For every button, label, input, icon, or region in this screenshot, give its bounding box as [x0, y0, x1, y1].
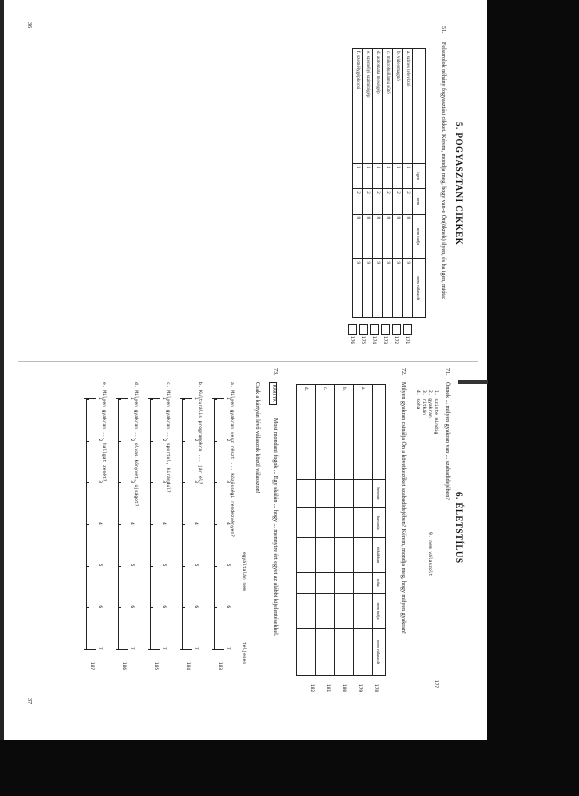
scale-tick: [214, 566, 217, 567]
code-number: 178: [373, 684, 378, 693]
answer-cell[interactable]: [335, 593, 354, 629]
scale-number[interactable]: 7: [129, 647, 134, 650]
code-cell[interactable]: 2: [353, 189, 363, 214]
table-row: [403, 49, 413, 318]
code-number: 186: [121, 662, 126, 671]
table-row: [353, 49, 363, 318]
code-number: 173: [382, 336, 387, 345]
code-box: [433, 680, 438, 688]
answer-cell[interactable]: [297, 538, 316, 572]
code-number: 187: [89, 662, 94, 671]
code-number: 180: [341, 684, 346, 693]
scale-tick: [150, 482, 153, 483]
item-label: b. Kulturális programokra ... jár el?: [197, 382, 202, 485]
scale-tick: [182, 524, 185, 525]
answer-cell[interactable]: [316, 508, 335, 538]
table-header-row: [373, 385, 386, 676]
scale-number[interactable]: 1: [97, 397, 102, 400]
col-header: ritkábban: [373, 538, 386, 572]
scale-number[interactable]: 5: [161, 563, 166, 567]
code-cell[interactable]: 2: [373, 189, 383, 214]
scale-number[interactable]: 5: [97, 563, 102, 567]
question-number: 73.: [272, 368, 278, 376]
row-label: d.: [297, 385, 316, 480]
code-number: 176: [349, 336, 354, 345]
code-number: 179: [357, 684, 362, 693]
col-header: nem válaszolt: [413, 259, 426, 318]
scan-border-left: [0, 0, 4, 740]
scale-number[interactable]: 3: [97, 480, 102, 484]
scan-border-right: [487, 0, 579, 740]
code-cell[interactable]: 8: [383, 214, 393, 259]
answer-cell[interactable]: [297, 480, 316, 508]
answer-cell[interactable]: [297, 629, 316, 676]
code-number: 182: [309, 684, 314, 693]
code-box: [381, 324, 390, 344]
code-cell[interactable]: 8: [403, 214, 413, 259]
scale-number[interactable]: 2: [97, 438, 102, 442]
scale-tick: [86, 649, 89, 650]
code-box: [373, 684, 378, 692]
scale-tick: [150, 566, 153, 567]
scale-tick: [214, 524, 217, 525]
row-label: a. színes televízió: [403, 49, 413, 164]
scale-label-left: egyáltalán nem: [241, 552, 246, 591]
item-label: e. Milyen gyakran ... hallgat zenét?: [101, 382, 106, 482]
option[interactable]: 4. soha: [415, 390, 420, 410]
answer-cell[interactable]: [354, 593, 373, 629]
scale-tick: [150, 399, 153, 400]
scale-tick: [182, 441, 185, 442]
header-blank: [413, 49, 426, 164]
col-header: nem tudja: [373, 593, 386, 629]
code-number: 185: [153, 662, 158, 671]
row-label: c.: [316, 385, 335, 480]
option[interactable]: 9. nem válaszolt: [427, 532, 432, 577]
answer-cell[interactable]: [354, 572, 373, 593]
scale-tick: [86, 482, 89, 483]
code-number: 174: [371, 336, 376, 345]
code-entry-box[interactable]: [381, 324, 390, 335]
answer-cell[interactable]: [335, 572, 354, 593]
code-box: [121, 662, 126, 670]
code-cell[interactable]: 1: [393, 164, 403, 189]
frequency-table: [296, 384, 386, 676]
answer-cell[interactable]: [316, 538, 335, 572]
scale-number[interactable]: 6: [97, 605, 102, 609]
col-header: soha: [373, 572, 386, 593]
scale-number[interactable]: 5: [193, 563, 198, 567]
scale-number[interactable]: 6: [225, 605, 230, 609]
col-header: hetente: [373, 480, 386, 508]
col-header: nem: [413, 189, 426, 214]
code-cell[interactable]: 2: [383, 189, 393, 214]
scale-number[interactable]: 5: [129, 563, 134, 567]
code-number: 172: [393, 336, 398, 345]
header-blank: [373, 385, 386, 480]
code-box: [348, 324, 357, 344]
question-number: 71.: [444, 368, 450, 376]
scale-tick: [182, 399, 185, 400]
scan-border-bottom: [0, 740, 579, 796]
scale-number[interactable]: 7: [193, 647, 198, 650]
item-label: d. Milyen gyakran ... olvas könyvet, újságot?: [133, 382, 138, 507]
code-cell[interactable]: 9: [363, 259, 373, 318]
code-number: 183: [217, 662, 222, 671]
scale-number[interactable]: 4: [97, 522, 102, 525]
scale-number[interactable]: 3: [129, 480, 134, 484]
code-cell[interactable]: 9: [393, 259, 403, 318]
rating-scale[interactable]: [180, 397, 198, 650]
code-cell[interactable]: 1: [353, 164, 363, 189]
scale-number[interactable]: 3: [161, 480, 166, 484]
row-label: d. automata mosógép: [373, 49, 383, 164]
section-title: 5. POGYASZTANI CIKKEK: [454, 122, 464, 246]
scale-tick: [150, 649, 153, 650]
code-entry-box[interactable]: [359, 324, 368, 335]
scale-tick: [86, 441, 89, 442]
code-number: 181: [325, 684, 330, 693]
scale-tick: [86, 566, 89, 567]
code-entry-box[interactable]: [348, 324, 357, 335]
answer-cell[interactable]: [335, 538, 354, 572]
table-row: [393, 49, 403, 318]
row-label: b. videomagnó: [393, 49, 403, 164]
row-label: e. személyi számítógép: [363, 49, 373, 164]
code-cell[interactable]: 2: [363, 189, 373, 214]
code-cell[interactable]: 1: [403, 164, 413, 189]
scale-tick: [86, 524, 89, 525]
answer-cell[interactable]: [354, 538, 373, 572]
question-text: Milyen gyakran csinálja Ön a következőket szabadidejében? Kérem, mondja meg, hogy milyen gyakran!: [400, 382, 406, 634]
scale-number[interactable]: 2: [161, 438, 166, 442]
code-entry-box[interactable]: [403, 324, 412, 335]
code-number: 184: [185, 662, 190, 671]
scale-number[interactable]: 7: [161, 647, 166, 650]
scale-number[interactable]: 3: [193, 480, 198, 484]
scale-tick: [118, 482, 121, 483]
scale-number[interactable]: 1: [193, 397, 198, 400]
scale-number[interactable]: 7: [97, 647, 102, 650]
option[interactable]: 2. gyakran: [427, 390, 432, 418]
code-cell[interactable]: 9: [383, 259, 393, 318]
scale-tick: [214, 649, 217, 650]
code-box: [392, 324, 401, 344]
table-row: [297, 385, 316, 676]
code-box: [357, 684, 362, 692]
col-header: igen: [413, 164, 426, 189]
answer-cell[interactable]: [354, 508, 373, 538]
rating-scale[interactable]: [148, 397, 166, 650]
option[interactable]: 3. ritkán: [421, 390, 426, 415]
scale-tick: [86, 399, 89, 400]
item-label: a. Milyen gyakran vesz részt ... közösségi rendezvényen?: [229, 382, 234, 537]
answer-cell[interactable]: [316, 480, 335, 508]
answer-cell[interactable]: [297, 508, 316, 538]
row-label: b.: [335, 385, 354, 480]
scale-number[interactable]: 7: [225, 647, 230, 650]
answer-cell[interactable]: [316, 572, 335, 593]
code-cell[interactable]: 8: [393, 214, 403, 259]
row-label: a.: [354, 385, 373, 480]
rotated-spread: [18, 12, 478, 712]
code-box: [325, 684, 330, 692]
table-row: [335, 385, 354, 676]
question-text: Most mondani fogok ... Egy skálán ... hogy ... mennyire ért egyet az alábbi kijelentésekkel.: [272, 418, 278, 637]
question-text: Önnek ... milyen gyakran van ... szabadidejében?: [444, 382, 450, 500]
scale-number[interactable]: 4: [129, 522, 134, 525]
scale-number[interactable]: 3: [225, 480, 230, 484]
code-cell[interactable]: 8: [373, 214, 383, 259]
table-row: [363, 49, 373, 318]
code-cell[interactable]: 1: [383, 164, 393, 189]
scale-number[interactable]: 4: [193, 522, 198, 525]
table-header-row: [413, 49, 426, 318]
code-box: [153, 662, 158, 670]
scale-tick: [214, 482, 217, 483]
scale-tick: [182, 607, 185, 608]
scale-number[interactable]: 5: [225, 563, 230, 567]
code-box: [359, 324, 368, 344]
scale-number[interactable]: 1: [129, 397, 134, 400]
rating-scale[interactable]: [116, 397, 134, 650]
answer-cell[interactable]: [335, 508, 354, 538]
scale-number[interactable]: 4: [161, 522, 166, 525]
code-box: [89, 662, 94, 670]
code-cell[interactable]: 9: [403, 259, 413, 318]
scale-number[interactable]: 6: [161, 605, 166, 609]
answer-cell[interactable]: [335, 629, 354, 676]
answer-cell[interactable]: [297, 593, 316, 629]
answer-cell[interactable]: [354, 629, 373, 676]
question-text: Felsorolok néhány fogyasztási cikket. Kérem, mondja meg, hogy van-e Ön(öknek) ilyen, és ha igen, mióta:: [440, 42, 446, 300]
code-cell[interactable]: 2: [403, 189, 413, 214]
scale-tick: [214, 607, 217, 608]
scale-tick: [150, 607, 153, 608]
scale-number[interactable]: 2: [225, 438, 230, 442]
left-page: [18, 12, 478, 362]
table-row: [316, 385, 335, 676]
answer-cell[interactable]: [354, 480, 373, 508]
code-number: 171: [404, 336, 409, 345]
question-number: 51.: [440, 26, 446, 34]
section-title: 6. ÉLETSTÍLUS: [454, 492, 464, 564]
col-header: nem válaszolt: [373, 629, 386, 676]
code-box: [341, 684, 346, 692]
answer-cell[interactable]: [297, 572, 316, 593]
scale-tick: [182, 649, 185, 650]
right-page: [18, 362, 478, 712]
code-box: [403, 324, 412, 344]
scale-tick: [118, 441, 121, 442]
page-number: 37: [26, 698, 32, 704]
scale-tick: [118, 524, 121, 525]
scale-tick: [118, 607, 121, 608]
rating-scale[interactable]: [84, 397, 102, 650]
table-row: [383, 49, 393, 318]
question-number: 72.: [400, 368, 406, 376]
scale-label-right: teljesen: [241, 642, 246, 665]
scale-number[interactable]: 2: [129, 438, 134, 442]
row-label: f. személygépkocsi: [353, 49, 363, 164]
code-cell[interactable]: 1: [373, 164, 383, 189]
scale-tick: [214, 441, 217, 442]
scale-tick: [182, 566, 185, 567]
scale-number[interactable]: 1: [161, 397, 166, 400]
scale-number[interactable]: 1: [225, 397, 230, 400]
code-entry-box[interactable]: [370, 324, 379, 335]
answer-cell[interactable]: [335, 480, 354, 508]
table-row: [373, 49, 383, 318]
scale-tick: [150, 441, 153, 442]
scale-number[interactable]: 4: [225, 522, 230, 525]
scale-number[interactable]: 6: [129, 605, 134, 609]
scale-tick: [86, 607, 89, 608]
col-header: havonta: [373, 508, 386, 538]
scale-tick: [182, 482, 185, 483]
item-label: c. Milyen gyakran ... sportol, kirándul?: [165, 382, 170, 493]
code-cell[interactable]: 9: [353, 259, 363, 318]
scale-tick: [150, 524, 153, 525]
code-cell[interactable]: 8: [363, 214, 373, 259]
code-cell[interactable]: 9: [373, 259, 383, 318]
scale-number[interactable]: 6: [193, 605, 198, 609]
scale-tick: [214, 399, 217, 400]
answer-cell[interactable]: [316, 629, 335, 676]
code-cell[interactable]: 1: [363, 164, 373, 189]
scale-tick: [118, 649, 121, 650]
row-label: c. mikrohullámú sütő: [383, 49, 393, 164]
card-tag: KÁRTYA: [270, 382, 278, 405]
question-intro: Csak a kártyán lévő válaszok közül válasszon!: [254, 382, 260, 494]
code-cell[interactable]: 8: [353, 214, 363, 259]
page-number: 36: [26, 22, 32, 28]
scale-tick: [118, 399, 121, 400]
code-number: 175: [360, 336, 365, 345]
consumer-goods-table: [352, 48, 426, 318]
code-entry-box[interactable]: [392, 324, 401, 335]
option[interactable]: 1. szinte mindig: [433, 390, 438, 435]
code-box: [185, 662, 190, 670]
page-gutter: [18, 361, 478, 362]
code-cell[interactable]: 2: [393, 189, 403, 214]
code-box: [217, 662, 222, 670]
table-row: [354, 385, 373, 676]
answer-cell[interactable]: [316, 593, 335, 629]
code-box: [309, 684, 314, 692]
col-header: nem tudja: [413, 214, 426, 259]
code-number: 177: [433, 680, 438, 689]
code-box: [370, 324, 379, 344]
scale-number[interactable]: 2: [193, 438, 198, 442]
rating-scale[interactable]: [212, 397, 230, 650]
scale-tick: [118, 566, 121, 567]
